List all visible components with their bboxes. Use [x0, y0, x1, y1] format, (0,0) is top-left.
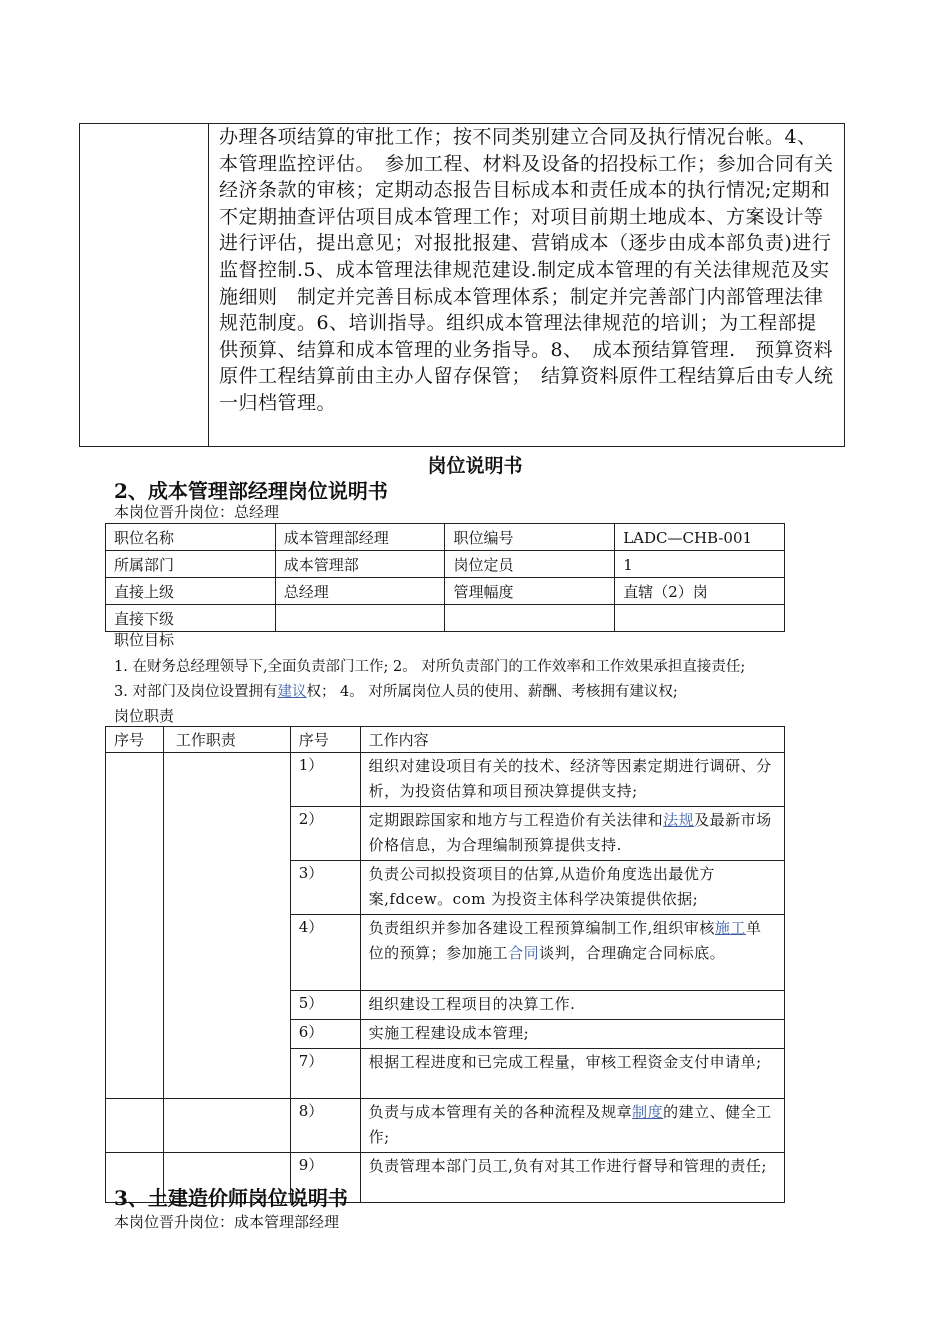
goal-line-2	[114, 680, 678, 701]
row-number: 1）	[290, 753, 360, 807]
info-cell: LADC—CHB-001	[615, 524, 785, 551]
duty-text: 谈判，合理确定合同标底。	[539, 944, 726, 962]
document-heading: 岗位说明书	[427, 455, 523, 477]
continuation-text: 办理各项结算的审批工作；按不同类别建立合同及执行情况台帐。4、本管理监控评估。 参加工程、材料及设备的招投标工作；参加合同有关经济条款的审核；定期动态报告目标成本和责任成本的执行情况;定期和不定期抽查评估项目成本管理工作；对项目前期土地成本、方案设计等进行评估，提出意见；对报批报建、营销成本（逐步由成本部负责)进行监督控制.5、成本管理法律规范建设.制定成本管理的有关法律规范及实施细则 制定并完善目标成本管理体系；制定并完善部门内部管理法律规范制度。6、培训指导。组织成本管理法律规范的培训；为工程部提供预算、结算和成本管理的业务指导。8、 成本预结算管理. 预算资料原件工程结算前由主办人留存保管； 结算资料原件工程结算后由专人统一归档管理。	[209, 124, 845, 447]
header-cell: 工作内容	[360, 727, 784, 753]
row-number: 5）	[290, 991, 360, 1020]
row-number: 3）	[290, 861, 360, 915]
continuation-empty-cell	[80, 124, 209, 447]
duty-text: 的建立、健全工作;	[368, 1103, 772, 1146]
empty-cell	[106, 1099, 164, 1153]
duty-text: 及最新市场价格信息，为合理编制预算提供支持.	[368, 811, 772, 854]
info-cell: 直接上级	[106, 578, 276, 605]
info-cell: 所属部门	[106, 551, 276, 578]
table-row	[106, 1099, 785, 1153]
info-cell: 总经理	[275, 578, 445, 605]
row-number: 6）	[290, 1020, 360, 1049]
duty-content: 组织建设工程项目的决算工作.	[360, 991, 784, 1020]
goal-text: 3. 对部门及岗位设置拥有	[114, 684, 278, 700]
goal-text: 权； 4。 对所属岗位人员的使用、薪酬、考核拥有建议权;	[306, 684, 678, 700]
info-cell: 管理幅度	[445, 578, 615, 605]
info-cell: 1	[615, 551, 785, 578]
duty-content: 根据工程进度和已完成工程量，审核工程资金支付申请单;	[360, 1049, 784, 1099]
row-number: 7）	[290, 1049, 360, 1099]
header-cell: 序号	[106, 727, 164, 753]
duty-content: 负责管理本部门员工,负有对其工作进行督导和管理的责任;	[360, 1153, 784, 1203]
duty-label: 岗位职责	[114, 707, 175, 725]
row-number: 9）	[290, 1153, 360, 1203]
table-row	[106, 753, 785, 807]
info-cell: 岗位定员	[445, 551, 615, 578]
info-cell	[445, 605, 615, 632]
system-link[interactable]: 制度	[632, 1103, 664, 1121]
duty-content	[360, 1099, 784, 1153]
header-cell: 工作职责	[163, 727, 290, 753]
section3-title: 3、土建造价师岗位说明书	[114, 1186, 348, 1210]
contract-link[interactable]: 合同	[508, 944, 540, 962]
duties-table	[105, 726, 785, 1203]
section2-title: 2、成本管理部经理岗位说明书	[114, 479, 388, 503]
position-info-table	[105, 523, 785, 632]
merged-empty-cell	[106, 753, 164, 1099]
duties-header-row	[106, 727, 785, 753]
duty-content	[360, 915, 784, 991]
info-cell: 职位编号	[445, 524, 615, 551]
duty-content: 负责公司拟投资项目的估算,从造价角度选出最优方案,fdcew。com 为投资主体科学决策提供依据;	[360, 861, 784, 915]
info-cell: 成本管理部经理	[275, 524, 445, 551]
info-cell: 职位名称	[106, 524, 276, 551]
suggestion-link[interactable]: 建议	[277, 684, 307, 700]
info-row	[106, 578, 785, 605]
header-cell: 序号	[290, 727, 360, 753]
info-row	[106, 524, 785, 551]
duty-content: 组织对建设项目有关的技术、经济等因素定期进行调研、分析，为投资估算和项目预决算提供支持;	[360, 753, 784, 807]
construction-link[interactable]: 施工	[714, 919, 746, 937]
section3-promotion: 本岗位晋升岗位：成本管理部经理	[114, 1213, 340, 1231]
duty-text: 负责组织并参加各建设工程预算编制工作,组织审核	[368, 919, 715, 937]
info-cell	[275, 605, 445, 632]
section2-promotion: 本岗位晋升岗位：总经理	[114, 503, 280, 521]
info-cell: 直接下级	[106, 605, 276, 632]
empty-cell	[163, 1099, 290, 1153]
duty-text: 定期跟踪国家和地方与工程造价有关法律和	[368, 811, 664, 829]
info-cell	[615, 605, 785, 632]
row-number: 8）	[290, 1099, 360, 1153]
info-row	[106, 551, 785, 578]
goal-label: 职位目标	[114, 631, 175, 649]
goal-line-1: 1. 在财务总经理领导下,全面负责部门工作; 2。 对所负责部门的工作效率和工作效果承担直接责任;	[114, 659, 746, 675]
regulations-link[interactable]: 法规	[663, 811, 695, 829]
duty-content	[360, 807, 784, 861]
duty-text: 单位的预算；参加施工	[368, 919, 762, 962]
info-cell: 成本管理部	[275, 551, 445, 578]
info-cell: 直辖（2）岗	[615, 578, 785, 605]
merged-empty-cell	[163, 753, 290, 1099]
continuation-table	[79, 123, 845, 447]
duty-text: 负责与成本管理有关的各种流程及规章	[368, 1103, 633, 1121]
row-number: 4）	[290, 915, 360, 991]
row-number: 2）	[290, 807, 360, 861]
duty-content: 实施工程建设成本管理;	[360, 1020, 784, 1049]
info-row	[106, 605, 785, 632]
